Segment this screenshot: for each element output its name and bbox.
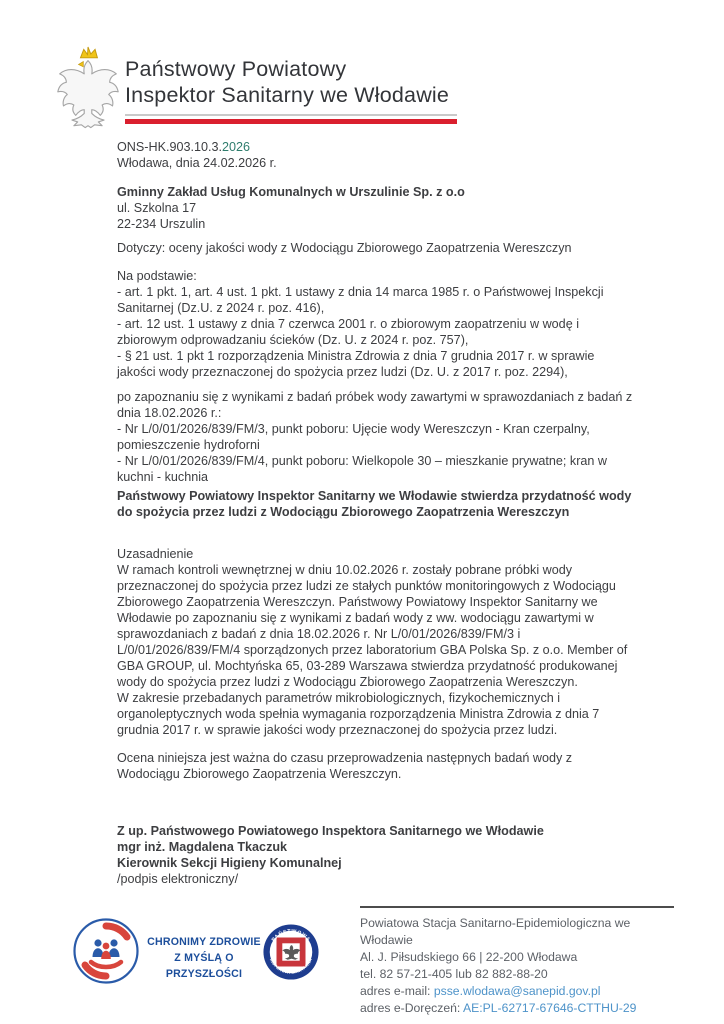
badge-text-bottom: INSPEKCJA SANITARNA <box>268 957 314 975</box>
legal-basis-intro: Na podstawie: <box>117 269 197 283</box>
legal-basis-item: - art. 1 pkt. 1, art. 4 ust. 1 pkt. 1 ustawy z dnia 14 marca 1985 r. o Państwowej Inspekcji Sanitarnej (Dz.U. z 2024 r. poz. 416), <box>117 285 604 315</box>
justification-block <box>117 546 635 782</box>
slogan-line1: CHRONIMY ZDROWIE <box>147 936 261 948</box>
sanitary-inspection-badge-icon <box>262 923 320 981</box>
legal-basis-block <box>117 268 635 380</box>
samples-intro: po zapoznaniu się z wynikami z badań próbek wody zawartymi w sprawozdaniach z badań z dnia 18.02.2026 r.: <box>117 390 633 420</box>
organization-name <box>125 56 449 108</box>
recipient-city: 22-234 Urszulin <box>117 217 206 231</box>
justification-heading: Uzasadnienie <box>117 547 194 561</box>
slogan-line2: Z MYŚLĄ O PRZYSZŁOŚCI <box>165 952 243 980</box>
recipient-name: Gminny Zakład Usług Komunalnych w Urszulinie Sp. z o.o <box>117 185 465 199</box>
org-name-line1: Państwowy Powiatowy <box>125 57 347 81</box>
justification-paragraph: W ramach kontroli wewnętrznej w dniu 10.02.2026 r. zostały pobrane próbki wody przeznaczonej do spożycia przez ludzi ze stałych punktów monitoringowych z Wodociągu Zbiorowego Zaopatrzenia Wereszczyn. Państwowy Powiatowy Inspektor Sanitarny we Włodawie po zapoznaniu się z wynikami z badań wody z ww. wodociągu zawartymi w sprawozdaniach z badań z dnia 18.02.2026 r. Nr L/0/01/2026/839/FM/3 i L/0/01/2026/839/FM/4 sporządzonych przez laboratorium GBA Polska Sp. z o.o. Member of GBA GROUP, ul. Mochtyńska 65, 03-289 Warszawa stwierdza przydatność produkowanej wody do spożycia przez ludzi z Wodociągu Zbiorowego Zaopatrzenia Wereszczyn. <box>117 563 628 689</box>
sample-report-item: - Nr L/0/01/2026/839/FM/3, punkt poboru: Ujęcie wody Wereszczyn - Kran czerpalny, pomieszczenie hydroforni <box>117 422 590 452</box>
email-link[interactable]: psse.wlodawa@sanepid.gov.pl <box>433 984 601 998</box>
email-row <box>360 983 674 1000</box>
polish-eagle-emblem <box>55 44 121 132</box>
subject-line: Dotyczy: oceny jakości wody z Wodociągu Zbiorowego Zaopatrzenia Wereszczyn <box>117 241 572 255</box>
reference-prefix: ONS-HK.903.10.3. <box>117 140 222 154</box>
edelivery-label: adres e-Doręczeń: <box>360 1001 463 1015</box>
footer <box>0 902 724 1024</box>
edelivery-row <box>360 1000 674 1017</box>
place-and-date: Włodawa, dnia 24.02.2026 r. <box>117 156 277 170</box>
email-label: adres e-mail: <box>360 984 434 998</box>
station-name: Powiatowa Stacja Sanitarno-Epidemiologiczna we Włodawie <box>360 916 631 947</box>
signature-title: Kierownik Sekcji Higieny Komunalnej <box>117 856 342 870</box>
eagle-crown-icon <box>80 47 97 58</box>
reference-year: 2026 <box>222 140 251 154</box>
header-rule-gray <box>125 114 457 116</box>
reference-block <box>117 139 635 171</box>
health-slogan <box>146 934 262 982</box>
signature-name: mgr inż. Magdalena Tkaczuk <box>117 840 288 854</box>
station-address: Al. J. Piłsudskiego 66 | 22-200 Włodawa <box>360 950 578 964</box>
org-name-line2: Inspektor Sanitarny we Włodawie <box>125 83 450 107</box>
validity-paragraph: Ocena niniejsza jest ważna do czasu przeprowadzenia następnych badań wody z Wodociągu Zbiorowego Zaopatrzenia Wereszczyn. <box>117 751 573 781</box>
footer-divider <box>360 906 674 908</box>
justification-paragraph: W zakresie przebadanych parametrów mikrobiologicznych, fizykochemicznych i organoleptycznych woda spełnia wymagania rozporządzenia Ministra Zdrowia z dnia 7 grudnia 2017 r. w sprawie jakości wody przeznaczonej do spożycia przez ludzi. <box>117 691 600 737</box>
badge-text-top: PAŃSTWOWA <box>270 928 312 944</box>
recipient-block <box>117 184 635 232</box>
health-protection-logo-icon <box>72 917 140 985</box>
samples-block <box>117 389 635 485</box>
decision-statement: Państwowy Powiatowy Inspektor Sanitarny we Włodawie stwierdza przydatność wody do spożycia przez ludzi z Wodociągu Zbiorowego Zaopatrzenia Wereszczyn <box>117 489 632 519</box>
signature-authority: Z up. Państwowego Powiatowego Inspektora Sanitarnego we Włodawie <box>117 824 544 838</box>
legal-basis-item: - art. 12 ust. 1 ustawy z dnia 7 czerwca 2001 r. o zbiorowym zaopatrzeniu w wodę i zbiorowym odprowadzaniu ścieków (Dz. U. z 2024 r. poz. 757), <box>117 317 579 347</box>
contact-block <box>360 906 674 1017</box>
edelivery-address[interactable]: AE:PL-62717-67646-CTTHU-29 <box>462 1001 637 1015</box>
recipient-street: ul. Szkolna 17 <box>117 201 197 215</box>
signature-block <box>117 823 635 887</box>
header-divider <box>125 114 457 124</box>
header-rule-red <box>125 119 457 124</box>
reference-number <box>117 139 635 155</box>
electronic-signature-note: /podpis elektroniczny/ <box>117 872 239 886</box>
station-phone: tel. 82 57-21-405 lub 82 882-88-20 <box>360 967 548 981</box>
sample-report-item: - Nr L/0/01/2026/839/FM/4, punkt poboru: Wielkopole 30 – mieszkanie prywatne; kran w kuchni - kuchnia <box>117 454 608 484</box>
legal-basis-item: - § 21 ust. 1 pkt 1 rozporządzenia Ministra Zdrowia z dnia 7 grudnia 2017 r. w sprawie jakości wody przeznaczonej do spożycia przez ludzi (Dz. U. z 2017 r. poz. 2294), <box>117 349 595 379</box>
